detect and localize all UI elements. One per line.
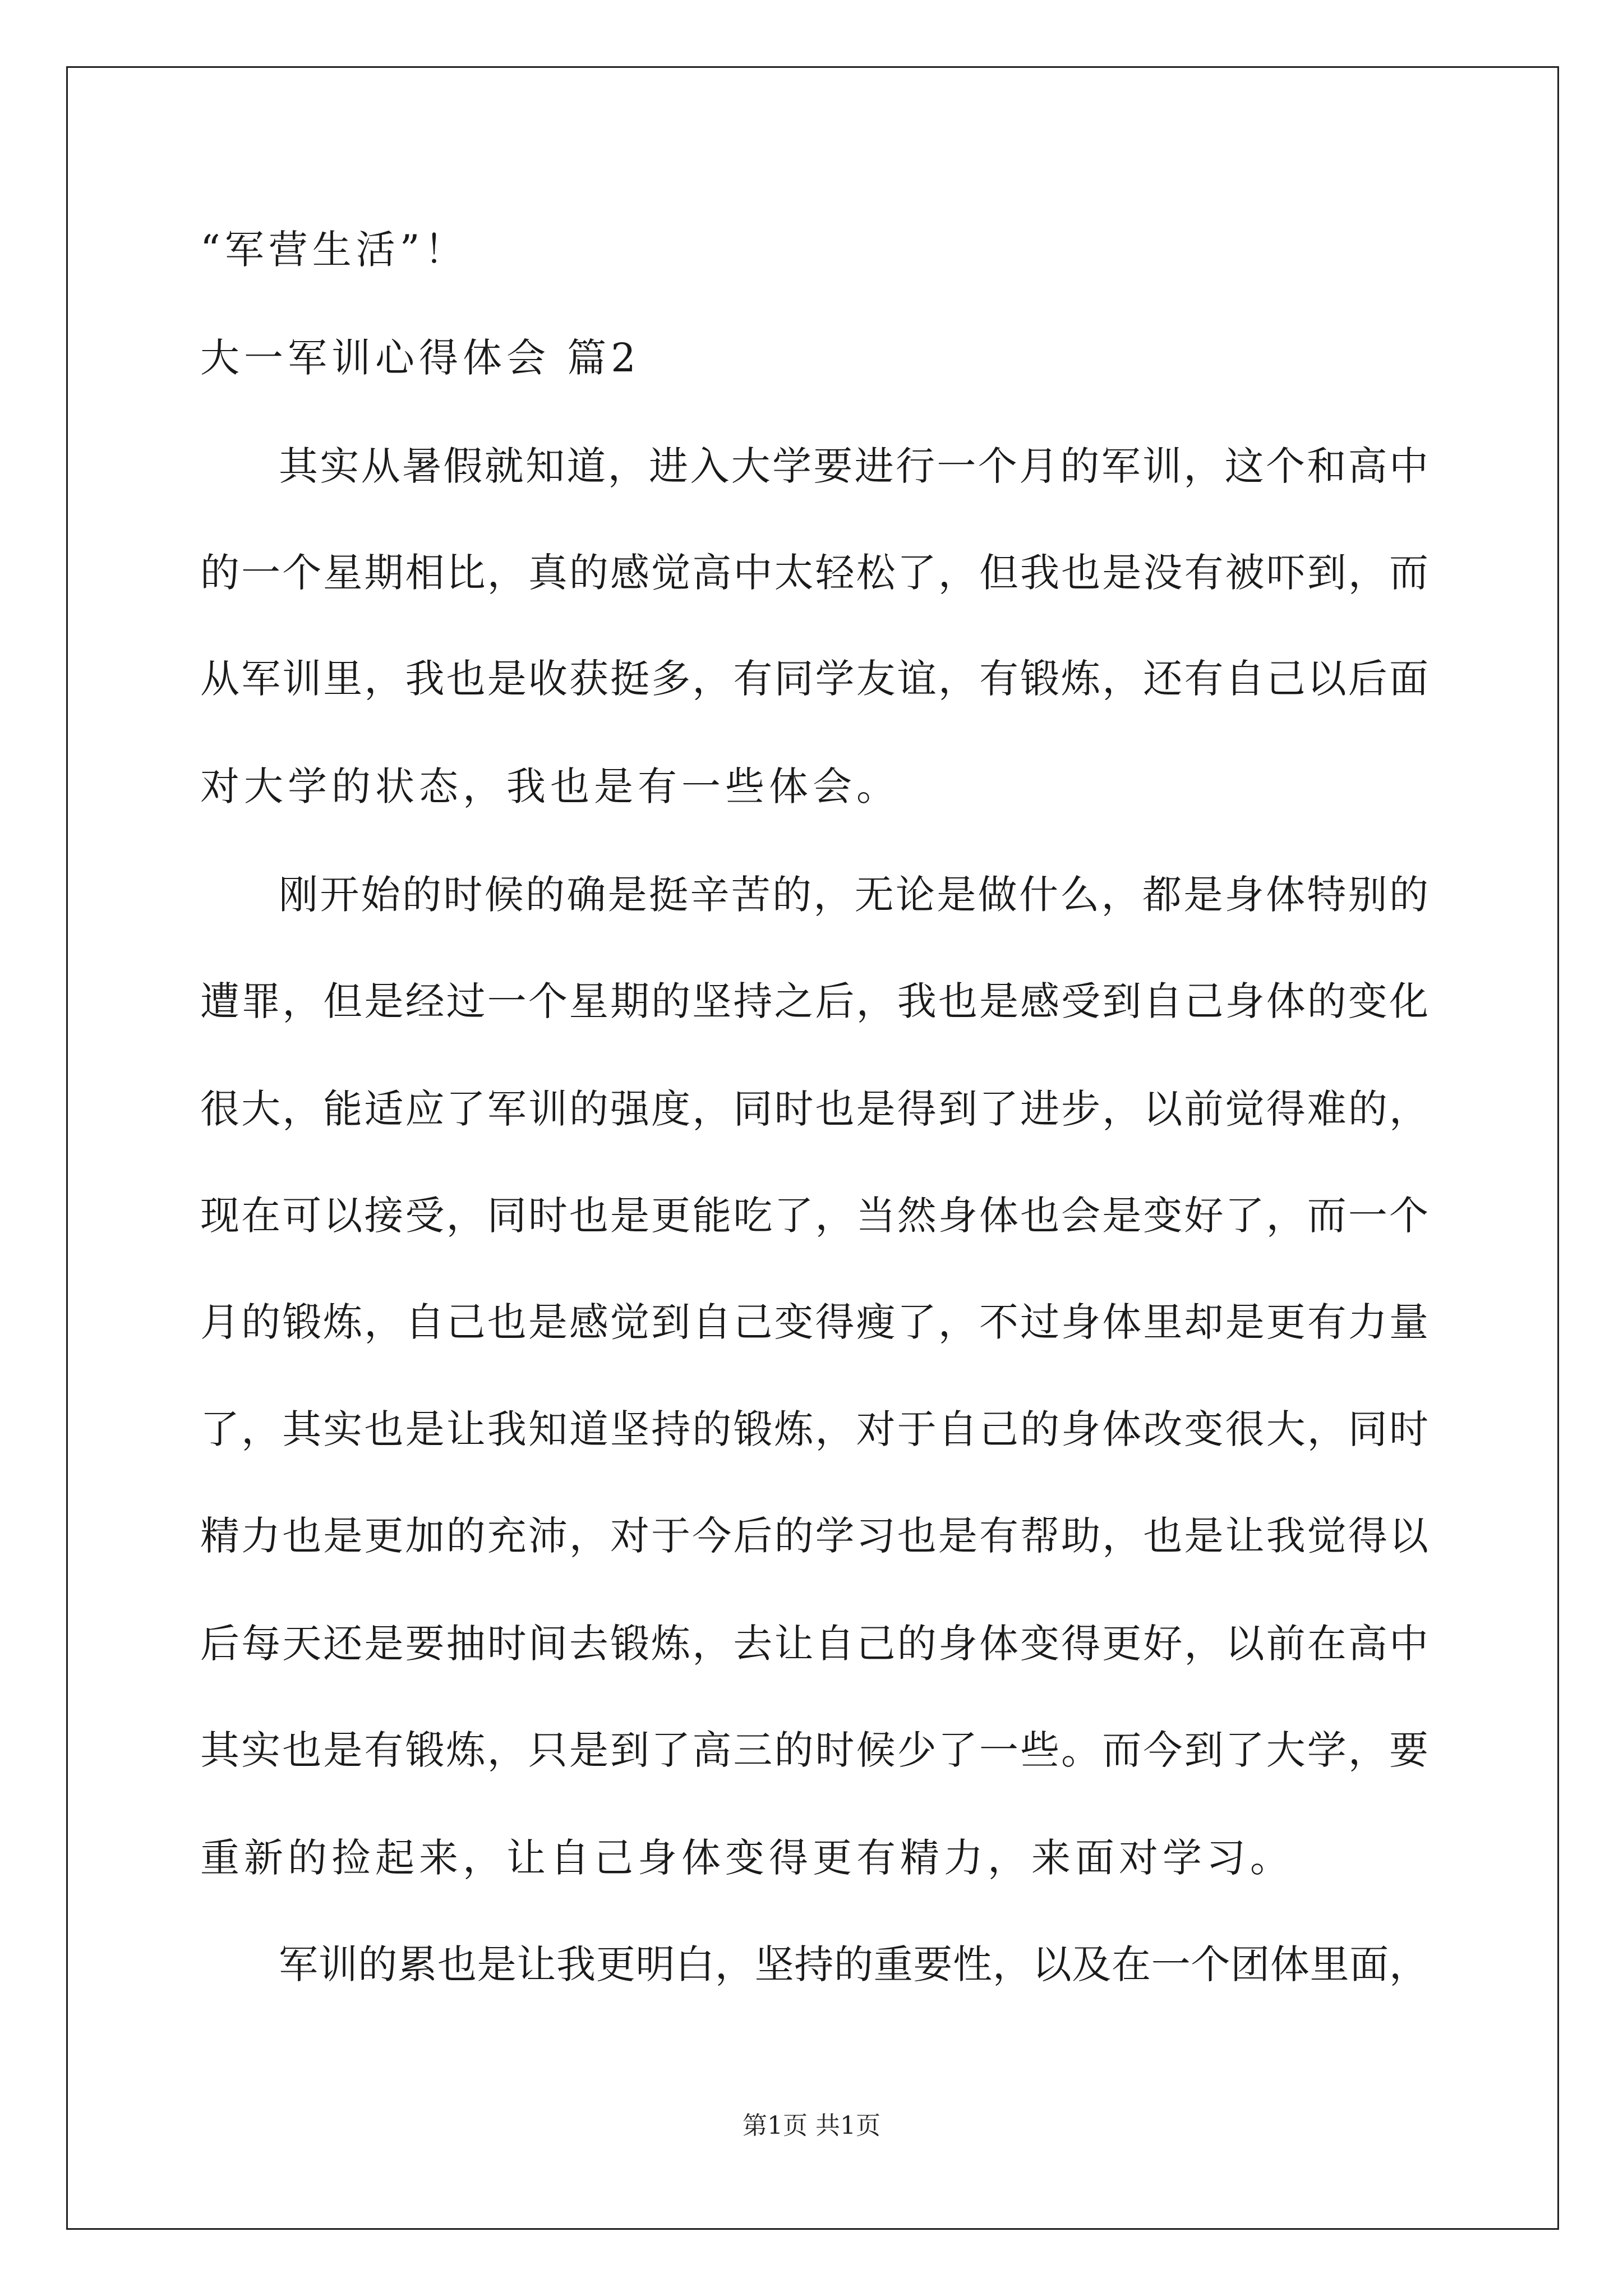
paragraph-2-line-7: 精力也是更加的充沛，对于今后的学习也是有帮助，也是让我觉得以 (200, 1513, 1428, 1559)
paragraph-2-line-4: 现在可以接受，同时也是更能吃了，当然身体也会是变好了，而一个 (200, 1193, 1428, 1239)
paragraph-2-line-10: 重新的捡起来，让自己身体变得更有精力，来面对学习。 (200, 1835, 1294, 1881)
paragraph-2-line-6: 了，其实也是让我知道坚持的锻炼，对于自己的身体改变很大，同时 (200, 1406, 1428, 1452)
page-footer: 第1页 共1页 (743, 2111, 880, 2140)
paragraph-1-line-2: 的一个星期相比，真的感觉高中太轻松了，但我也是没有被吓到，而 (200, 550, 1428, 596)
text-line-1: “军营生活”！ (200, 227, 468, 273)
paragraph-2-line-8: 后每天还是要抽时间去锻炼，去让自己的身体变得更好，以前在高中 (200, 1621, 1428, 1667)
section-heading: 大一军训心得体会 篇2 (200, 335, 640, 381)
paragraph-1-line-1: 其实从暑假就知道，进入大学要进行一个月的军训，这个和高中 (279, 443, 1428, 489)
paragraph-2-line-3: 很大，能适应了军训的强度，同时也是得到了进步，以前觉得难的， (200, 1086, 1428, 1132)
paragraph-2-line-9: 其实也是有锻炼，只是到了高三的时候少了一些。而今到了大学，要 (200, 1727, 1428, 1773)
paragraph-3-line-1: 军训的累也是让我更明白，坚持的重要性，以及在一个团体里面， (279, 1941, 1428, 1987)
paragraph-1-line-3: 从军训里，我也是收获挺多，有同学友谊，有锻炼，还有自己以后面 (200, 656, 1428, 702)
page-border (66, 66, 1559, 2230)
paragraph-2-line-5: 月的锻炼，自己也是感觉到自己变得瘦了，不过身体里却是更有力量 (200, 1299, 1428, 1345)
paragraph-2-line-2: 遭罪，但是经过一个星期的坚持之后，我也是感受到自己身体的变化 (200, 978, 1428, 1024)
paragraph-1-line-4: 对大学的状态，我也是有一些体会。 (200, 763, 900, 809)
paragraph-2-line-1: 刚开始的时候的确是挺辛苦的，无论是做什么，都是身体特别的 (279, 872, 1428, 918)
